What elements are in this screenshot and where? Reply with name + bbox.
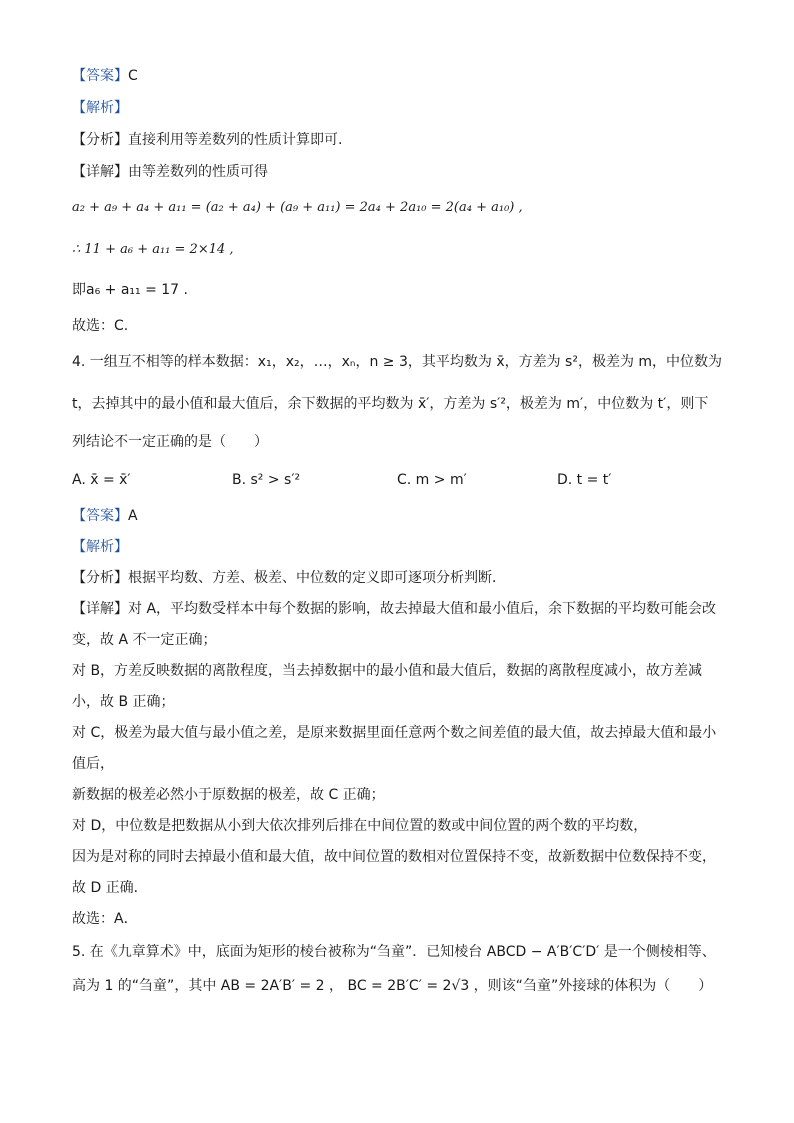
- answer-tag: 【答案】: [72, 68, 128, 84]
- q4-option-b: B. s² > s′²: [232, 472, 301, 488]
- q3-xiangjie: [72, 162, 268, 182]
- analysis-tag: 【解析】: [72, 539, 128, 555]
- q3-equation-2: ∴ 11 + a₆ + a₁₁ = 2×14 ,: [72, 242, 234, 257]
- fenxi-text: 直接利用等差数列的性质计算即可.: [128, 132, 343, 148]
- xiangjie-tag: 【详解】: [72, 164, 128, 180]
- q4-stem-line-3: 列结论不一定正确的是（ ）: [72, 434, 268, 450]
- xiangjie-tag: 【详解】: [72, 601, 128, 617]
- q3-equation-1: a₂ + a₉ + a₄ + a₁₁ = (a₂ + a₄) + (a₉ + a₁₁) = 2a₄ + 2a₁₀ = 2(a₄ + a₁₀) ,: [72, 200, 523, 215]
- q4-detail-line-4: 小，故 B 正确；: [72, 694, 175, 710]
- answer-value: A: [128, 508, 138, 524]
- q4-option-c: C. m > m′: [397, 472, 467, 488]
- answer-tag: 【答案】: [72, 508, 128, 524]
- q4-detail-line-2: 变，故 A 不一定正确；: [72, 632, 217, 648]
- q4-option-d: D. t = t′: [557, 472, 612, 488]
- q4-stem-line-2: t，去掉其中的最小值和最大值后，余下数据的平均数为 x̄′，方差为 s′²，极差为 m′，中位数为 t′，则下: [72, 396, 709, 412]
- q3-fenxi: [72, 130, 342, 150]
- q4-option-a: A. x̄ = x̄′: [72, 472, 131, 488]
- fenxi-tag: 【分析】: [72, 570, 128, 586]
- detail-text: 对 A，平均数受样本中每个数据的影响，故去掉最大值和最小值后，余下数据的平均数可能会改: [128, 601, 717, 617]
- q4-detail-line-1: [72, 599, 716, 619]
- analysis-tag: 【解析】: [72, 100, 128, 116]
- q3-choose: 故选：C.: [72, 318, 129, 334]
- fenxi-text: 根据平均数、方差、极差、中位数的定义即可逐项分析判断．: [128, 570, 506, 586]
- q4-choose: 故选：A．: [72, 911, 138, 927]
- xiangjie-text: 由等差数列的性质可得: [128, 164, 268, 180]
- q4-detail-line-6: 值后，: [72, 756, 114, 772]
- q4-detail-line-5: 对 C，极差为最大值与最小值之差，是原来数据里面任意两个数之间差值的最大值，故去掉最大值和最小: [72, 725, 717, 741]
- fenxi-tag: 【分析】: [72, 132, 128, 148]
- q3-equation-3: 即a₆ + a₁₁ = 17 .: [72, 282, 188, 298]
- q4-analysis: [72, 537, 128, 557]
- q5-stem-line-2: 高为 1 的“刍童”，其中 AB = 2A′B′ = 2 ， BC = 2B′C′ = 2√3 ，则该“刍童”外接球的体积为（ ）: [72, 978, 713, 994]
- q4-detail-line-9: 因为是对称的同时去掉最小值和最大值，故中间位置的数相对位置保持不变，故新数据中位数保持不变，: [72, 849, 716, 865]
- q4-detail-line-7: 新数据的极差必然小于原数据的极差，故 C 正确；: [72, 787, 385, 803]
- q3-analysis: [72, 98, 128, 118]
- q5-stem-line-1: 5. 在《九章算术》中，底面为矩形的棱台被称为“刍童”．已知棱台 ABCD − A′B′C′D′ 是一个侧棱相等、: [72, 944, 716, 960]
- q4-detail-line-10: 故 D 正确．: [72, 880, 148, 896]
- q4-fenxi: [72, 568, 506, 588]
- q4-stem-line-1: 4. 一组互不相等的样本数据：x₁，x₂，…，xₙ，n ≥ 3，其平均数为 x̄，方差为 s²，极差为 m，中位数为: [72, 354, 723, 370]
- q4-answer: [72, 506, 138, 526]
- q4-detail-line-3: 对 B，方差反映数据的离散程度，当去掉数据中的最小值和最大值后，数据的离散程度减小，故方差减: [72, 663, 703, 679]
- q4-detail-line-8: 对 D，中位数是把数据从小到大依次排列后排在中间位置的数或中间位置的两个数的平均数，: [72, 818, 648, 834]
- q3-answer: [72, 66, 138, 86]
- answer-value: C: [128, 68, 138, 84]
